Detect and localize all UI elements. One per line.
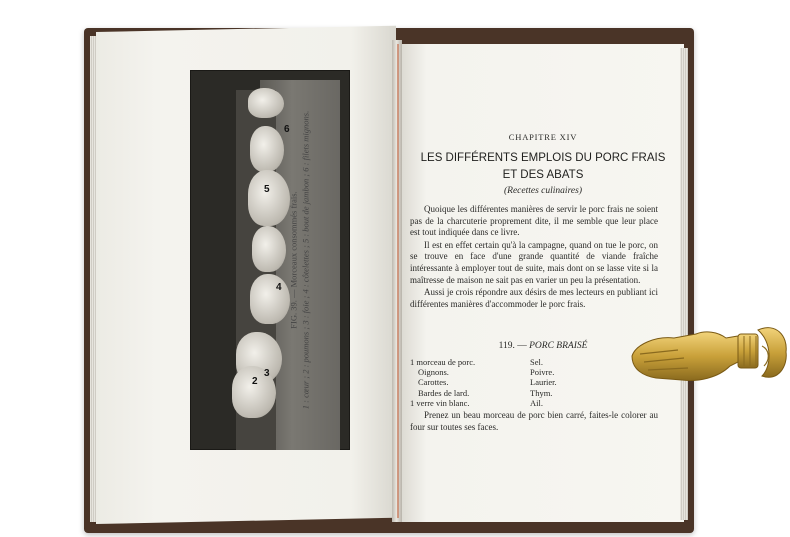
plate-number-4: 4 bbox=[276, 282, 282, 293]
ingredient-list bbox=[410, 357, 660, 408]
ingredient-left: Oignons. bbox=[418, 367, 449, 378]
brass-hand-clip bbox=[626, 316, 790, 406]
chapter-title bbox=[398, 150, 688, 183]
chapter-title-line1: LES DIFFÉRENTS EMPLOIS DU PORC FRAIS bbox=[420, 152, 666, 164]
ingredient-left: 1 morceau de porc. bbox=[410, 357, 476, 367]
ingredient-left: Bardes de lard. bbox=[418, 387, 470, 398]
intro-text bbox=[410, 204, 658, 311]
meat-cut-4b bbox=[250, 274, 290, 324]
ingredient-row bbox=[410, 398, 660, 408]
paragraph: Il est en effet certain qu'à la campagne, quand on tue le porc, on se trouve en face d'une grande quantité de viande fraîche intéressante à employer tout de suite, mais dont on se lasse vite si la maîtresse de maison ne sait pas en varier un peu la présentation. bbox=[410, 239, 658, 285]
binding-thread bbox=[397, 44, 399, 518]
right-page-edges bbox=[680, 48, 688, 520]
ingredient-right: Laurier. bbox=[530, 377, 557, 388]
ingredient-right: Thym. bbox=[530, 387, 553, 398]
plate-caption bbox=[288, 80, 313, 440]
chapter-heading: CHAPITRE XIV bbox=[508, 132, 578, 142]
ingredient-left: Carottes. bbox=[418, 377, 449, 388]
meat-cut-6b bbox=[250, 126, 284, 172]
method-paragraph: Prenez un beau morceau de porc bien carré, faites-le colorer au four sur toutes ses faces. bbox=[410, 410, 658, 432]
plate-number-5: 5 bbox=[264, 184, 270, 195]
ingredient-row bbox=[410, 367, 660, 377]
ingredient-row bbox=[410, 377, 660, 387]
meat-cut-4 bbox=[252, 226, 286, 272]
paragraph: Quoique les différentes manières de servir le porc frais ne soient pas de la charcuterie proprement dite, il me semble que leur place est tout indiquée dans ce livre. bbox=[410, 204, 658, 238]
plate-number-3: 3 bbox=[264, 368, 270, 379]
chapter-title-line2: ET DES ABATS bbox=[502, 168, 584, 181]
ingredient-right: Ail. bbox=[530, 397, 543, 408]
meat-cut-5 bbox=[248, 170, 290, 226]
plate-number-6: 6 bbox=[284, 124, 290, 135]
chapter-subtitle: (Recettes culinaires) bbox=[504, 186, 582, 196]
ingredient-row bbox=[410, 357, 660, 367]
plate-number-2: 2 bbox=[252, 376, 258, 387]
ingredient-left: 1 verre vin blanc. bbox=[410, 397, 470, 408]
photo-plate bbox=[190, 70, 350, 450]
ingredient-right: Sel. bbox=[530, 357, 543, 367]
recipe-number: 119. — bbox=[498, 341, 527, 351]
paragraph: Aussi je crois répondre aux désirs de mes lecteurs en publiant ici différentes manières d'accommoder le porc frais. bbox=[410, 287, 658, 309]
meat-cut-6 bbox=[248, 88, 284, 118]
ingredient-right: Poivre. bbox=[530, 367, 555, 378]
recipe-name: PORC BRAISÉ bbox=[529, 341, 588, 351]
ingredient-row bbox=[410, 388, 660, 398]
recipe-method bbox=[410, 410, 658, 433]
caption-legend: 1 : cœur ; 2 : poumons ; 3 : foie ; 4 : côtelettes ; 5 : bout de jambon ; 6 : filets mignons. bbox=[301, 110, 311, 410]
caption-title: FIG. 39. — Morceaux consommés frais. bbox=[288, 191, 299, 329]
